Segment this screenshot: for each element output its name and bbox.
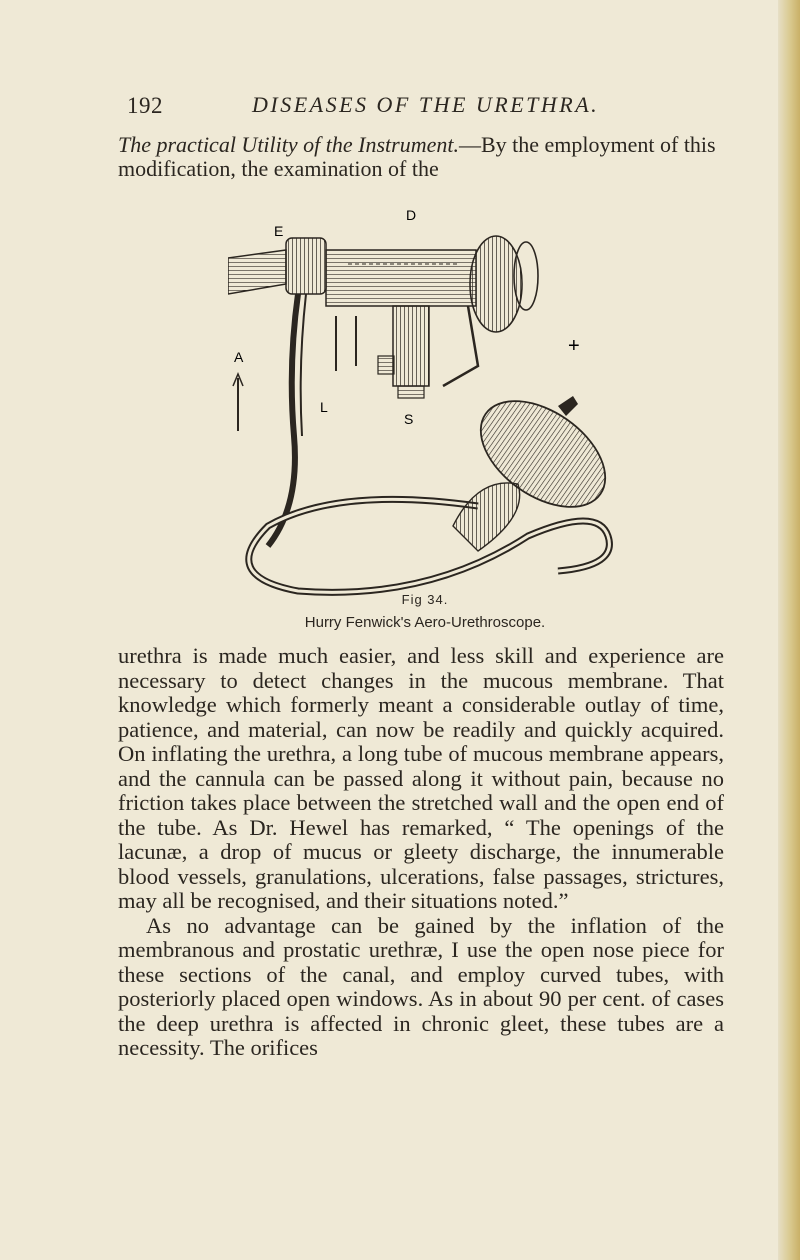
figure-label: Fig 34. [401, 592, 449, 607]
callout-l: L [320, 399, 328, 415]
paragraph-1: urethra is made much easier, and less skill and experience are necessary to detect changes in the mucous membrane. That knowledge which formerly meant a considerable outlay of time, patience, and material, can now be readily and quickly acquired. On inflating the urethra, a long tube of mucous membrane appears, and the cannula can be passed along it without pain, because no friction takes place between the stretched wall and the open end of the tube. As Dr. Hewel has remarked, “ The openings of the lacunæ, a drop of mucus or gleety discharge, the innumerable blood vessels, granulations, ulcerations, false passages, strictures, may all be recognised, and their situations noted.” [118, 643, 724, 913]
callout-a: A [234, 349, 244, 365]
nose-tube [228, 250, 286, 294]
callout-e: E [274, 223, 284, 239]
collar [286, 238, 326, 294]
intro-text: —By the employment of this modification, the examination of the [118, 132, 716, 181]
figure-caption: Hurry Fenwick's Aero-Urethroscope. [304, 614, 546, 631]
callout-plus: + [568, 335, 580, 357]
body-text [118, 644, 724, 1061]
callout-s: S [404, 411, 414, 427]
running-head: DISEASES OF THE URETHRA. [252, 92, 600, 117]
stand-post [393, 306, 429, 386]
intro-paragraph [118, 133, 718, 181]
aero-urethroscope-illustration [228, 206, 628, 606]
rubber-tubing [249, 499, 610, 592]
callout-d: D [406, 207, 417, 223]
page-number: 192 [127, 93, 163, 118]
intro-heading: The practical Utility of the Instrument. [118, 132, 459, 157]
main-cylinder [326, 250, 476, 306]
urethroscope-drawing [228, 206, 628, 606]
paragraph-2: As no advantage can be gained by the inflation of the membranous and prostatic urethræ, I use the open nose piece for these sections of the canal, and employ curved tubes, with posteriorly placed open windows. As in about 90 per cent. of cases the deep urethra is affected in chronic gleet, these tubes are a necessity. The orifices [118, 912, 724, 1060]
